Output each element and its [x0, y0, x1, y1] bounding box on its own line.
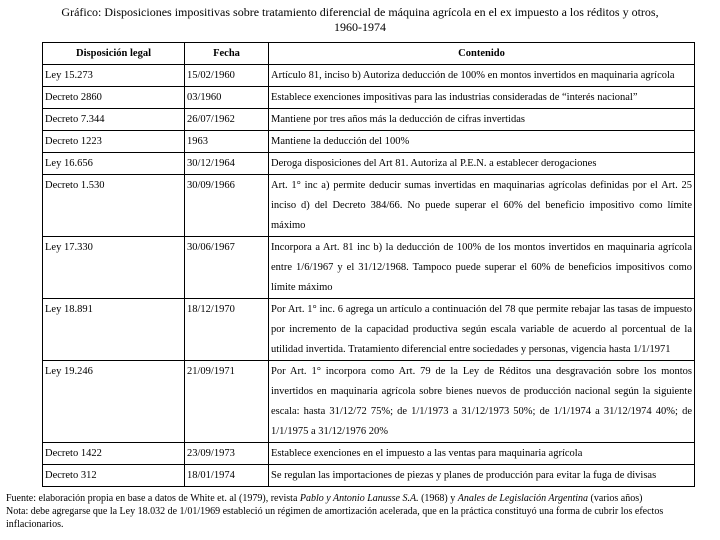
cell-disposicion: Ley 16.656	[43, 153, 185, 175]
table-row	[43, 237, 695, 299]
table-row	[43, 131, 695, 153]
cell-fecha: 30/12/1964	[185, 153, 269, 175]
cell-disposicion: Ley 19.246	[43, 361, 185, 443]
cell-disposicion: Ley 18.891	[43, 299, 185, 361]
chart-title: Gráfico: Disposiciones impositivas sobre tratamiento diferencial de máquina agrícola en el ex impuesto a los réditos y otros, 1960-1974	[61, 5, 659, 34]
cell-contenido: Mantiene la deducción del 100%	[269, 131, 695, 153]
source-magazine: Pablo y Antonio Lanusse S.A.	[299, 493, 419, 504]
table-row	[43, 361, 695, 443]
cell-contenido: Art. 1° inc a) permite deducir sumas invertidas en maquinarias agrícolas definidas por el Art. 25 inciso d) del Decreto 384/66. No puede superar el 60% del beneficio impositivo como límite máximo	[269, 175, 695, 237]
source-annals: Anales de Legislación Argentina	[457, 493, 589, 504]
cell-fecha: 26/07/1962	[185, 109, 269, 131]
cell-contenido: Artículo 81, inciso b) Autoriza deducción de 100% en montos invertidos en maquinaria agrícola	[269, 65, 695, 87]
source-text-mid: (1968) y	[418, 493, 458, 504]
cell-disposicion: Ley 15.273	[43, 65, 185, 87]
cell-disposicion: Decreto 7.344	[43, 109, 185, 131]
cell-contenido: Se regulan las importaciones de piezas y planes de producción para evitar la fuga de divisas	[269, 465, 695, 487]
table-row	[43, 299, 695, 361]
legal-dispositions-table	[42, 42, 695, 487]
cell-fecha: 18/12/1970	[185, 299, 269, 361]
table-row	[43, 153, 695, 175]
header-fecha: Fecha	[185, 43, 269, 65]
table-row	[43, 65, 695, 87]
cell-fecha: 30/06/1967	[185, 237, 269, 299]
cell-disposicion: Decreto 1223	[43, 131, 185, 153]
table-row	[43, 175, 695, 237]
cell-contenido: Deroga disposiciones del Art 81. Autoriza al P.E.N. a establecer derogaciones	[269, 153, 695, 175]
table-row	[43, 87, 695, 109]
source-note	[6, 492, 714, 505]
cell-contenido: Por Art. 1° incorpora como Art. 79 de la Ley de Réditos una desgravación sobre los montos invertidos en maquinaria agrícola sobre bienes nuevos de producción nacional según la siguiente escala: hasta 31/12/72 75%; de 1/1/1973 a 31/12/1973 50%; de 1/1/1974 a 31/12/1974 40%; de 1/1/1975 a 31/12/1976 20%	[269, 361, 695, 443]
cell-disposicion: Decreto 312	[43, 465, 185, 487]
header-contenido: Contenido	[269, 43, 695, 65]
table-row	[43, 465, 695, 487]
cell-disposicion: Decreto 1422	[43, 443, 185, 465]
remark-note: Nota: debe agregarse que la Ley 18.032 de 1/01/1969 estableció un régimen de amortización acelerada, que en la práctica constituyó una forma de cubrir los efectos inflacionarios.	[6, 506, 664, 530]
cell-disposicion: Decreto 1.530	[43, 175, 185, 237]
header-disposicion: Disposición legal	[43, 43, 185, 65]
cell-fecha: 21/09/1971	[185, 361, 269, 443]
cell-disposicion: Decreto 2860	[43, 87, 185, 109]
cell-fecha: 23/09/1973	[185, 443, 269, 465]
cell-disposicion: Ley 17.330	[43, 237, 185, 299]
cell-contenido: Establece exenciones en el impuesto a las ventas para maquinaria agrícola	[269, 443, 695, 465]
cell-contenido: Incorpora a Art. 81 inc b) la deducción de 100% de los montos invertidos en maquinaria agrícola entre 1/6/1967 y el 31/12/1968. Tampoco puede superar el 60% de beneficios impositivos como límite máximo	[269, 237, 695, 299]
table-row	[43, 109, 695, 131]
cell-fecha: 15/02/1960	[185, 65, 269, 87]
cell-fecha: 30/09/1966	[185, 175, 269, 237]
table-row	[43, 443, 695, 465]
cell-fecha: 18/01/1974	[185, 465, 269, 487]
cell-fecha: 03/1960	[185, 87, 269, 109]
cell-fecha: 1963	[185, 131, 269, 153]
footnotes	[6, 492, 714, 531]
table-header-row	[43, 43, 695, 65]
cell-contenido: Establece exenciones impositivas para las industrias consideradas de “interés nacional”	[269, 87, 695, 109]
source-text-end: (varios años)	[588, 493, 643, 504]
cell-contenido: Por Art. 1° inc. 6 agrega un artículo a continuación del 78 que permite rebajar las tasas de impuesto por incremento de la capacidad productiva según escala variable de acuerdo al porcentual de la utilidad invertida. Tratamiento diferencial entre sociedades y personas, vigencia hasta 1/1/1971	[269, 299, 695, 361]
source-text: Fuente: elaboración propia en base a datos de White et. al (1979), revista	[6, 493, 300, 504]
cell-contenido: Mantiene por tres años más la deducción de cifras invertidas	[269, 109, 695, 131]
